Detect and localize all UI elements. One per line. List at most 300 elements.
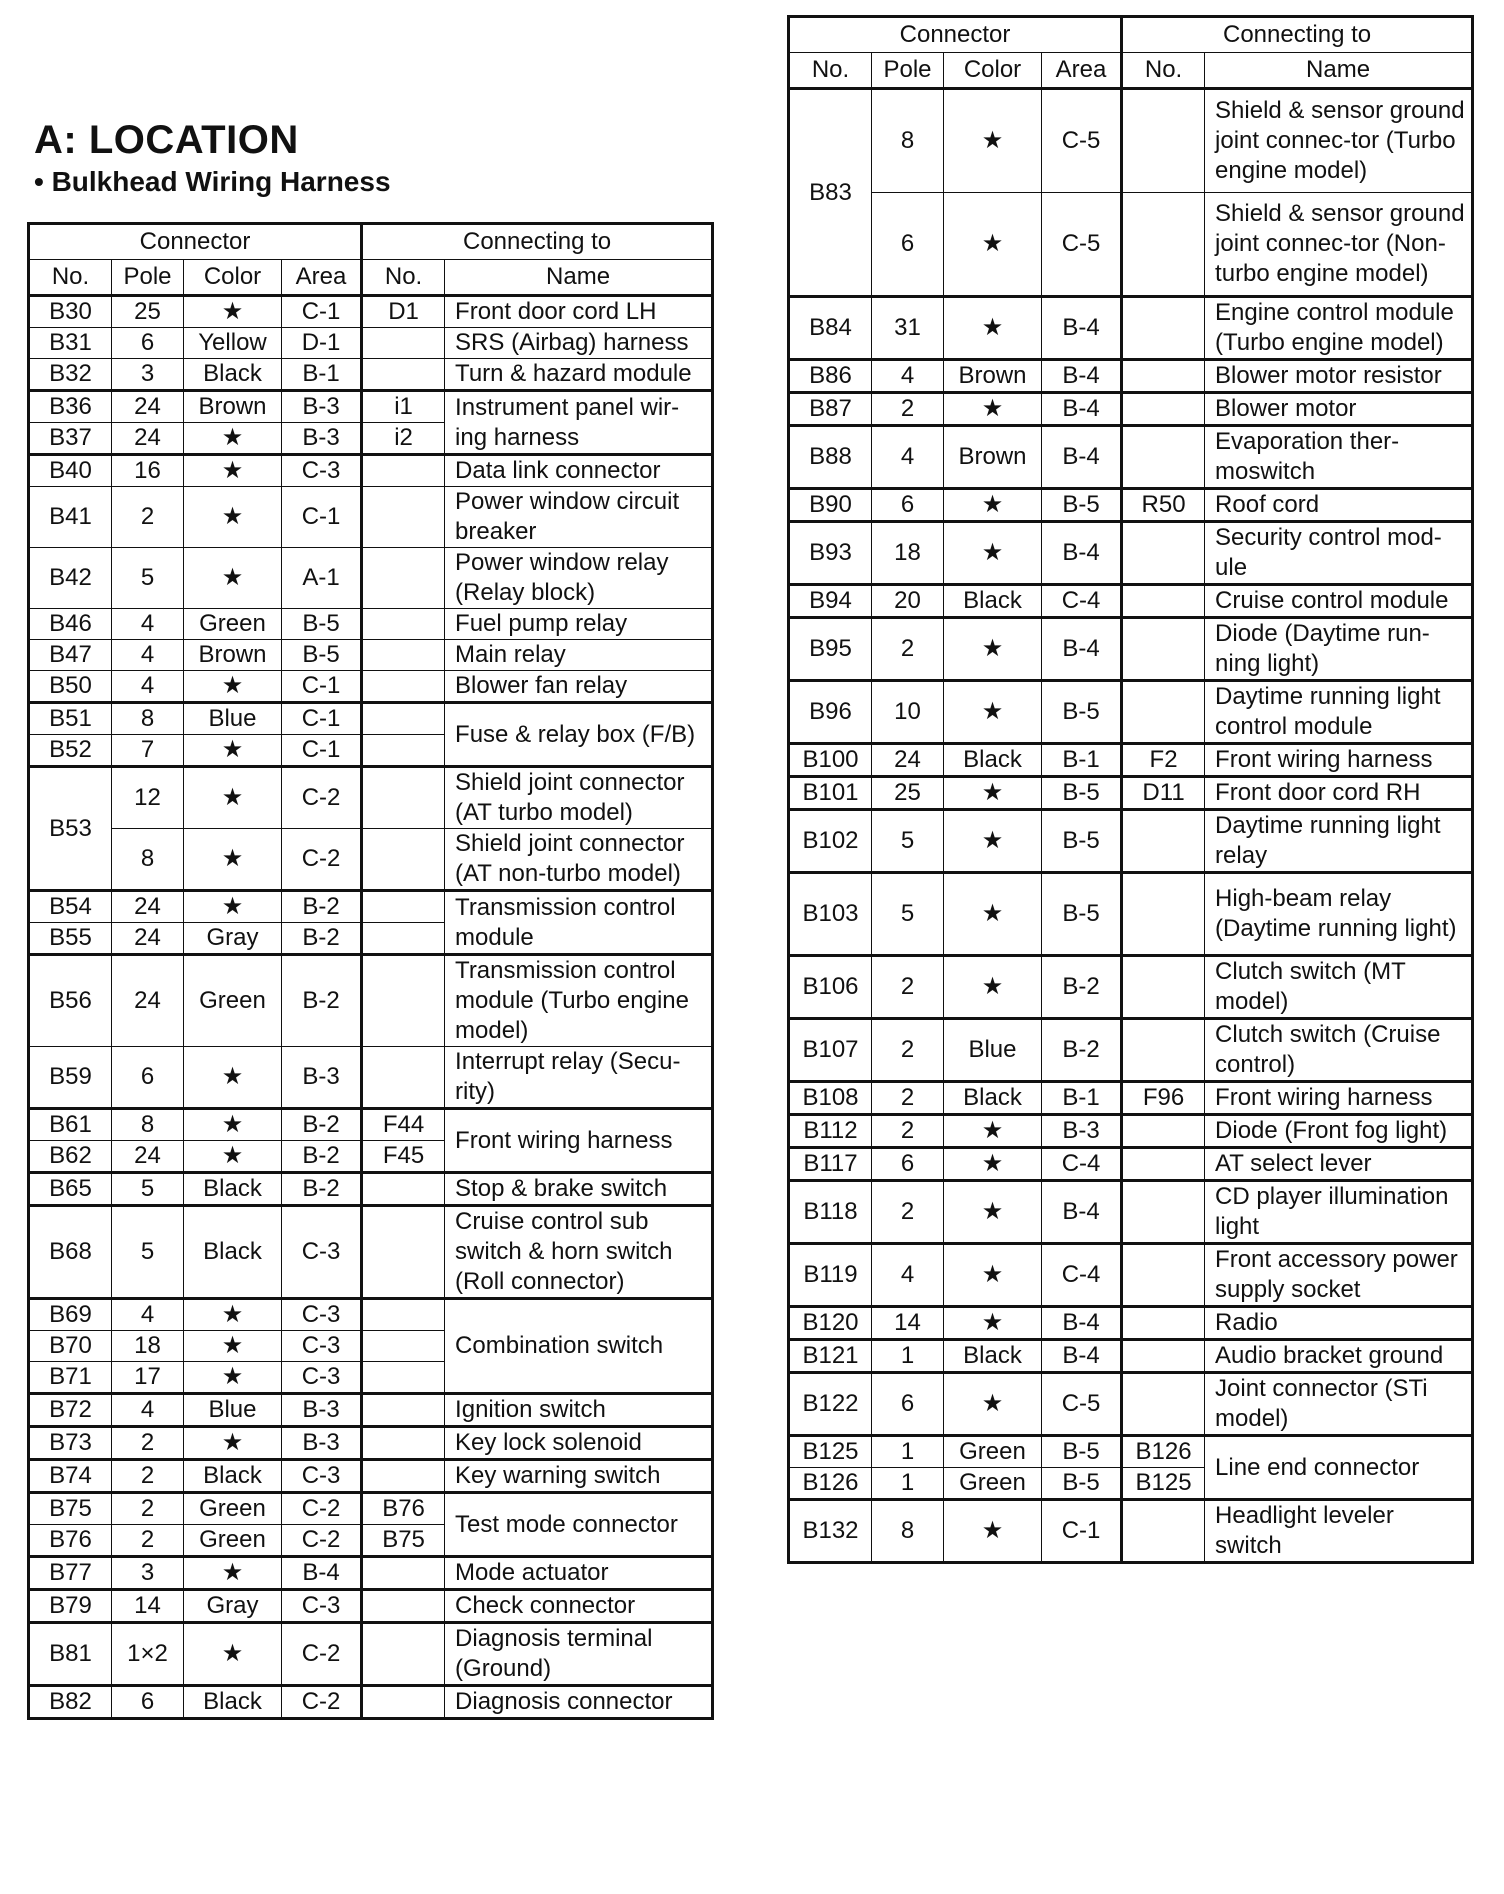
connector-pole: 8 [872, 1500, 944, 1563]
table-row [29, 1109, 713, 1141]
connecting-to-no [1122, 1148, 1205, 1181]
connecting-to-no [1122, 1019, 1205, 1082]
table-row [29, 1590, 713, 1623]
connector-no: B73 [29, 1427, 112, 1460]
connecting-to-name: Data link connector [445, 455, 713, 487]
table-row [789, 1082, 1473, 1115]
connector-pole: 2 [872, 1181, 944, 1244]
connecting-to-name: Blower motor [1205, 393, 1473, 426]
col-header-no: No. [789, 53, 872, 89]
connector-area: B-4 [1042, 297, 1122, 360]
connector-pole: 24 [112, 891, 184, 923]
connector-area: B-2 [282, 955, 362, 1047]
connector-area: C-2 [282, 1493, 362, 1525]
section-heading: A: LOCATION [34, 118, 299, 162]
table-row [789, 1115, 1473, 1148]
connector-color: Brown [944, 426, 1042, 489]
connector-area: B-4 [1042, 522, 1122, 585]
connector-no: B40 [29, 455, 112, 487]
connector-pole: 6 [112, 328, 184, 359]
connecting-to-name: Audio bracket ground [1205, 1340, 1473, 1373]
connector-pole: 6 [872, 1148, 944, 1181]
connecting-to-name: Stop & brake switch [445, 1173, 713, 1206]
connecting-to-no [362, 1362, 445, 1394]
connector-area: C-2 [282, 767, 362, 829]
connector-no: B95 [789, 618, 872, 681]
connecting-to-name: Check connector [445, 1590, 713, 1623]
connector-color: ★ [944, 297, 1042, 360]
connector-area: C-1 [282, 487, 362, 548]
connecting-to-name: AT select lever [1205, 1148, 1473, 1181]
connector-pole: 1 [872, 1468, 944, 1500]
connector-color: ★ [944, 522, 1042, 585]
connector-color: ★ [184, 829, 282, 891]
connecting-to-no: D11 [1122, 777, 1205, 810]
connector-no: B120 [789, 1307, 872, 1340]
connecting-to-name: Shield & sensor ground joint connec-tor (Non-turbo engine model) [1205, 193, 1473, 297]
connecting-to-no [1122, 1373, 1205, 1436]
connector-no: B119 [789, 1244, 872, 1307]
connector-pole: 18 [872, 522, 944, 585]
connector-table-left [27, 222, 714, 1720]
connecting-to-no [1122, 1115, 1205, 1148]
connector-pole: 5 [872, 810, 944, 873]
connecting-to-name: Daytime running light control module [1205, 681, 1473, 744]
connector-no: B107 [789, 1019, 872, 1082]
connector-no: B83 [789, 89, 872, 297]
connecting-to-no [362, 487, 445, 548]
connecting-to-no [362, 1173, 445, 1206]
connector-color: ★ [944, 1244, 1042, 1307]
connector-pole: 2 [112, 1460, 184, 1493]
connecting-to-no [362, 640, 445, 671]
table-row [29, 1460, 713, 1493]
connector-no: B117 [789, 1148, 872, 1181]
connector-no: B101 [789, 777, 872, 810]
table-row [789, 489, 1473, 522]
connecting-to-name: Front door cord LH [445, 296, 713, 328]
table-row [29, 328, 713, 359]
connector-area: C-2 [282, 1525, 362, 1557]
connector-color: ★ [184, 671, 282, 703]
connector-area: C-1 [282, 296, 362, 328]
connector-no: B61 [29, 1109, 112, 1141]
connector-pole: 5 [112, 548, 184, 609]
connecting-to-name: Diagnosis terminal (Ground) [445, 1623, 713, 1686]
connecting-to-name: Fuel pump relay [445, 609, 713, 640]
table-row [789, 193, 1473, 297]
connector-pole: 17 [112, 1362, 184, 1394]
connector-no: B54 [29, 891, 112, 923]
connector-pole: 8 [112, 1109, 184, 1141]
connector-pole: 5 [112, 1173, 184, 1206]
connector-area: B-2 [282, 1141, 362, 1173]
connector-pole: 25 [872, 777, 944, 810]
table-row [789, 1340, 1473, 1373]
connector-area: C-1 [282, 703, 362, 735]
connector-area: B-5 [1042, 873, 1122, 956]
connector-color: ★ [944, 1500, 1042, 1563]
connecting-to-name: Shield joint connector (AT non-turbo model) [445, 829, 713, 891]
connecting-to-name: Diode (Front fog light) [1205, 1115, 1473, 1148]
connecting-to-no [362, 1047, 445, 1109]
table-row [29, 1173, 713, 1206]
connector-no: B70 [29, 1331, 112, 1362]
col-header-to-no: No. [1122, 53, 1205, 89]
connector-pole: 5 [112, 1206, 184, 1299]
connector-area: D-1 [282, 328, 362, 359]
connector-color: Black [944, 585, 1042, 618]
connector-pole: 2 [872, 618, 944, 681]
connector-table-right [787, 15, 1474, 1564]
connector-no: B55 [29, 923, 112, 955]
connecting-to-name: Transmission control module (Turbo engine model) [445, 955, 713, 1047]
connector-color: ★ [184, 1331, 282, 1362]
table-row [789, 1373, 1473, 1436]
connector-color: Black [184, 1206, 282, 1299]
table-row [29, 891, 713, 923]
connector-no: B75 [29, 1493, 112, 1525]
connecting-to-no [362, 455, 445, 487]
connecting-to-group-header: Connecting to [1122, 17, 1473, 53]
connector-area: B-2 [282, 1173, 362, 1206]
connector-pole: 3 [112, 359, 184, 391]
connector-group-header: Connector [789, 17, 1122, 53]
table-row [789, 1019, 1473, 1082]
connector-pole: 7 [112, 735, 184, 767]
connector-pole: 8 [872, 89, 944, 193]
connector-color: Black [184, 1173, 282, 1206]
connector-pole: 6 [112, 1047, 184, 1109]
connector-color: ★ [944, 873, 1042, 956]
connecting-to-name: Evaporation ther-moswitch [1205, 426, 1473, 489]
connecting-to-no: D1 [362, 296, 445, 328]
connector-pole: 4 [872, 1244, 944, 1307]
connector-area: B-4 [1042, 360, 1122, 393]
connecting-to-name: High-beam relay (Daytime running light) [1205, 873, 1473, 956]
connector-pole: 5 [872, 873, 944, 956]
connector-pole: 20 [872, 585, 944, 618]
connector-no: B122 [789, 1373, 872, 1436]
connector-pole: 6 [872, 193, 944, 297]
col-header-color: Color [184, 260, 282, 296]
connector-color: Blue [944, 1019, 1042, 1082]
connector-area: B-5 [1042, 810, 1122, 873]
connector-pole: 14 [112, 1590, 184, 1623]
connector-no: B51 [29, 703, 112, 735]
connector-color: Blue [184, 703, 282, 735]
connector-pole: 24 [112, 1141, 184, 1173]
connector-no: B86 [789, 360, 872, 393]
connecting-to-no: B75 [362, 1525, 445, 1557]
connecting-to-no [362, 548, 445, 609]
connector-color: ★ [184, 487, 282, 548]
connecting-to-name: Engine control module (Turbo engine model) [1205, 297, 1473, 360]
connecting-to-name: SRS (Airbag) harness [445, 328, 713, 359]
connecting-to-name: Instrument panel wir-ing harness [445, 391, 713, 455]
connector-no: B37 [29, 423, 112, 455]
connector-color: ★ [184, 548, 282, 609]
connecting-to-name: Power window circuit breaker [445, 487, 713, 548]
connector-color: Gray [184, 1590, 282, 1623]
connector-area: B-5 [1042, 681, 1122, 744]
connector-pole: 2 [872, 1082, 944, 1115]
table-row [789, 1500, 1473, 1563]
connecting-to-no [362, 1590, 445, 1623]
connector-no: B106 [789, 956, 872, 1019]
connector-area: B-1 [1042, 1082, 1122, 1115]
connector-no: B68 [29, 1206, 112, 1299]
connecting-to-name: Mode actuator [445, 1557, 713, 1590]
connecting-to-no [362, 609, 445, 640]
connector-color: Green [944, 1436, 1042, 1468]
connector-color: ★ [184, 1109, 282, 1141]
connecting-to-name: Line end connector [1205, 1436, 1473, 1500]
connector-no: B31 [29, 328, 112, 359]
table-row [789, 777, 1473, 810]
connector-pole: 24 [112, 955, 184, 1047]
connecting-to-name: Clutch switch (Cruise control) [1205, 1019, 1473, 1082]
connecting-to-name: Front accessory power supply socket [1205, 1244, 1473, 1307]
connector-pole: 6 [112, 1686, 184, 1719]
connecting-to-no [1122, 1244, 1205, 1307]
connector-area: B-5 [1042, 777, 1122, 810]
connector-no: B71 [29, 1362, 112, 1394]
connector-area: B-4 [1042, 618, 1122, 681]
connector-area: B-5 [1042, 1436, 1122, 1468]
connecting-to-no [362, 1394, 445, 1427]
table-row [29, 1493, 713, 1525]
connector-no: B102 [789, 810, 872, 873]
connecting-to-name: Test mode connector [445, 1493, 713, 1557]
connector-no: B76 [29, 1525, 112, 1557]
connector-color: Brown [184, 391, 282, 423]
connecting-to-no [362, 955, 445, 1047]
connector-no: B47 [29, 640, 112, 671]
connector-color: ★ [184, 1047, 282, 1109]
connector-color: Brown [184, 640, 282, 671]
connecting-to-name: Front wiring harness [1205, 744, 1473, 777]
connector-area: B-2 [282, 1109, 362, 1141]
connecting-to-name: Diagnosis connector [445, 1686, 713, 1719]
table-row [29, 955, 713, 1047]
connector-area: B-3 [1042, 1115, 1122, 1148]
connector-color: ★ [944, 193, 1042, 297]
connector-pole: 24 [112, 923, 184, 955]
connector-pole: 4 [112, 609, 184, 640]
table-row [29, 1557, 713, 1590]
connector-color: ★ [944, 777, 1042, 810]
connector-no: B112 [789, 1115, 872, 1148]
table-row [29, 487, 713, 548]
connecting-to-no [362, 1331, 445, 1362]
connector-no: B59 [29, 1047, 112, 1109]
table-row [29, 640, 713, 671]
table-row [789, 956, 1473, 1019]
connector-color: ★ [184, 1362, 282, 1394]
connector-no: B77 [29, 1557, 112, 1590]
col-header-to-no: No. [362, 260, 445, 296]
connector-color: ★ [184, 455, 282, 487]
connector-no: B93 [789, 522, 872, 585]
table-row [789, 1148, 1473, 1181]
connector-no: B46 [29, 609, 112, 640]
table-row [29, 548, 713, 609]
table-row [29, 703, 713, 735]
connector-no: B84 [789, 297, 872, 360]
table-row [29, 1299, 713, 1331]
connector-color: ★ [944, 618, 1042, 681]
col-header-pole: Pole [872, 53, 944, 89]
connector-no: B52 [29, 735, 112, 767]
connecting-to-no [1122, 426, 1205, 489]
connecting-to-name: Shield & sensor ground joint connec-tor (Turbo engine model) [1205, 89, 1473, 193]
connecting-to-no [362, 328, 445, 359]
connecting-to-no [1122, 681, 1205, 744]
connecting-to-no [362, 767, 445, 829]
connector-no: B65 [29, 1173, 112, 1206]
connector-area: B-2 [1042, 956, 1122, 1019]
connector-no: B53 [29, 767, 112, 891]
connector-color: Black [944, 1082, 1042, 1115]
table-row [789, 360, 1473, 393]
connector-pole: 4 [112, 671, 184, 703]
connector-area: B-2 [282, 923, 362, 955]
col-header-area: Area [282, 260, 362, 296]
connecting-to-no [1122, 297, 1205, 360]
connector-area: A-1 [282, 548, 362, 609]
connector-table-left-body [29, 296, 713, 1719]
connector-area: C-1 [282, 671, 362, 703]
connecting-to-no [362, 1460, 445, 1493]
connecting-to-no: B126 [1122, 1436, 1205, 1468]
connector-no: B94 [789, 585, 872, 618]
connector-color: Yellow [184, 328, 282, 359]
connector-no: B50 [29, 671, 112, 703]
connector-area: C-3 [282, 1299, 362, 1331]
connector-no: B118 [789, 1181, 872, 1244]
connecting-to-name: Security control mod-ule [1205, 522, 1473, 585]
connecting-to-no [362, 1299, 445, 1331]
connector-no: B42 [29, 548, 112, 609]
connector-no: B36 [29, 391, 112, 423]
connecting-to-name: Turn & hazard module [445, 359, 713, 391]
connecting-to-no [1122, 522, 1205, 585]
connector-area: B-5 [1042, 489, 1122, 522]
connector-no: B81 [29, 1623, 112, 1686]
connector-pole: 4 [112, 1299, 184, 1331]
connecting-to-name: Shield joint connector (AT turbo model) [445, 767, 713, 829]
connecting-to-no [1122, 618, 1205, 681]
connector-color: ★ [184, 1299, 282, 1331]
connecting-to-name: Blower fan relay [445, 671, 713, 703]
table-row [789, 1244, 1473, 1307]
connecting-to-name: Main relay [445, 640, 713, 671]
connector-pole: 1 [872, 1340, 944, 1373]
connector-color: ★ [184, 735, 282, 767]
connector-color: Brown [944, 360, 1042, 393]
connector-color: ★ [184, 423, 282, 455]
connector-pole: 12 [112, 767, 184, 829]
connector-no: B69 [29, 1299, 112, 1331]
connector-area: B-5 [1042, 1468, 1122, 1500]
table-row [29, 359, 713, 391]
connector-area: B-2 [282, 891, 362, 923]
connecting-to-no: F44 [362, 1109, 445, 1141]
connector-pole: 16 [112, 455, 184, 487]
connector-table-right-body [789, 89, 1473, 1563]
connecting-to-name: Interrupt relay (Secu-rity) [445, 1047, 713, 1109]
connector-no: B90 [789, 489, 872, 522]
connector-area: C-3 [282, 1590, 362, 1623]
connector-pole: 4 [872, 426, 944, 489]
connecting-to-name: Combination switch [445, 1299, 713, 1394]
connecting-to-no [1122, 1307, 1205, 1340]
connector-no: B100 [789, 744, 872, 777]
connector-color: Black [184, 1460, 282, 1493]
connector-no: B103 [789, 873, 872, 956]
connector-pole: 1×2 [112, 1623, 184, 1686]
connecting-to-no [362, 829, 445, 891]
connecting-to-no [1122, 1181, 1205, 1244]
connecting-to-no: B125 [1122, 1468, 1205, 1500]
connector-area: C-5 [1042, 89, 1122, 193]
connecting-to-no [1122, 1340, 1205, 1373]
connector-no: B32 [29, 359, 112, 391]
table-row [789, 744, 1473, 777]
connecting-to-no [362, 891, 445, 923]
connector-pole: 2 [872, 1115, 944, 1148]
connector-area: C-4 [1042, 1244, 1122, 1307]
connecting-to-name: Ignition switch [445, 1394, 713, 1427]
connector-area: B-4 [1042, 1307, 1122, 1340]
table-row [789, 1181, 1473, 1244]
connector-color: ★ [944, 1373, 1042, 1436]
connector-color: ★ [184, 1141, 282, 1173]
connecting-to-no [1122, 956, 1205, 1019]
connector-area: B-3 [282, 1047, 362, 1109]
connector-color: Blue [184, 1394, 282, 1427]
connector-no: B125 [789, 1436, 872, 1468]
connecting-to-name: Fuse & relay box (F/B) [445, 703, 713, 767]
connector-color: ★ [944, 1181, 1042, 1244]
connector-color: Black [184, 359, 282, 391]
connector-pole: 1 [872, 1436, 944, 1468]
col-header-no: No. [29, 260, 112, 296]
connector-color: Green [184, 1493, 282, 1525]
connector-area: C-3 [282, 1460, 362, 1493]
connector-group-header: Connector [29, 224, 362, 260]
connecting-to-no: F2 [1122, 744, 1205, 777]
table-row [789, 873, 1473, 956]
connecting-to-no [1122, 89, 1205, 193]
connector-pole: 24 [112, 423, 184, 455]
connector-color: ★ [184, 1427, 282, 1460]
table-row [29, 296, 713, 328]
connector-area: B-2 [1042, 1019, 1122, 1082]
connector-color: ★ [184, 1623, 282, 1686]
connector-pole: 24 [112, 391, 184, 423]
connector-pole: 2 [112, 1525, 184, 1557]
connector-area: C-2 [282, 829, 362, 891]
connector-color: ★ [944, 1307, 1042, 1340]
table-row [29, 391, 713, 423]
table-row [789, 297, 1473, 360]
connector-no: B30 [29, 296, 112, 328]
connecting-to-name: Transmission control module [445, 891, 713, 955]
connector-no: B74 [29, 1460, 112, 1493]
connector-color: ★ [944, 489, 1042, 522]
